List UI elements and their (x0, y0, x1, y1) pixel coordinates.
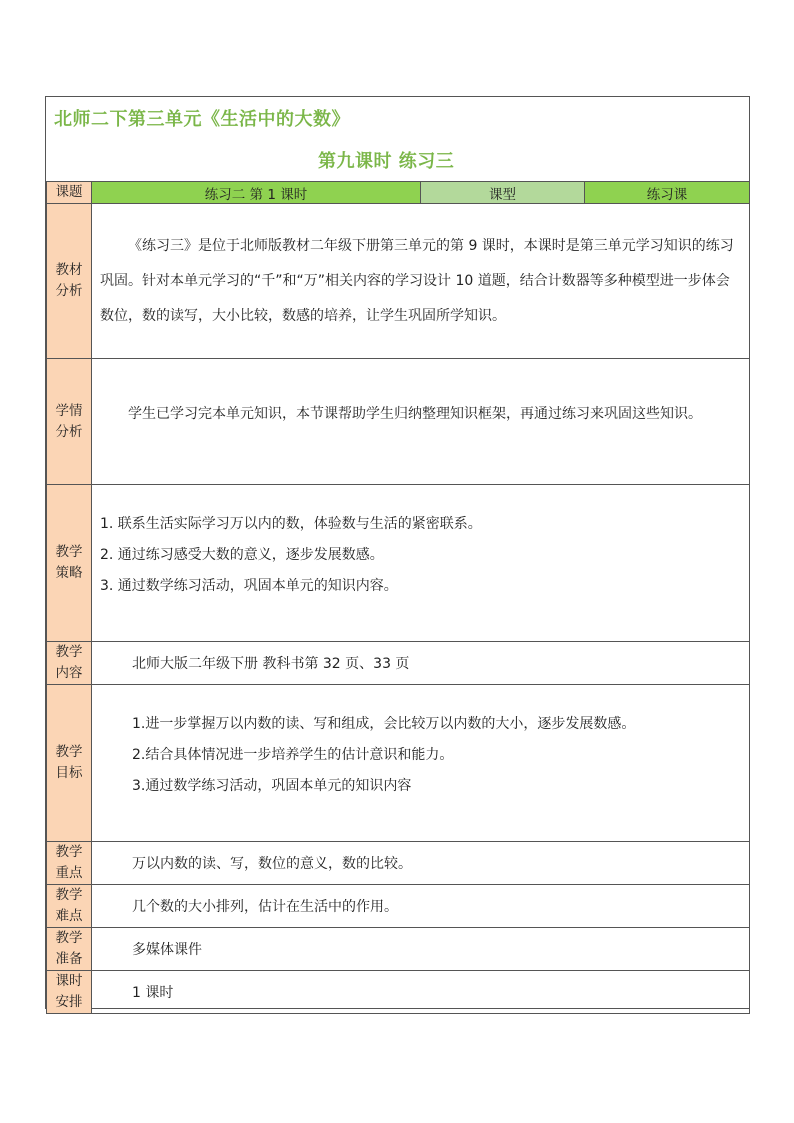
preparation-row (47, 928, 750, 971)
preparation-text: 多媒体课件 (132, 942, 202, 958)
content-text: 北师大版二年级下册 教科书第 32 页、33 页 (132, 656, 410, 672)
topic-value: 练习二 第 1 课时 (92, 182, 421, 204)
goal-item: 1.进一步掌握万以内数的读、写和组成，会比较万以内数的大小，逐步发展数感。 (132, 715, 636, 732)
preparation-label: 教学 准备 (47, 928, 92, 971)
goals-row (47, 685, 750, 842)
textbook-analysis-cell (92, 204, 750, 359)
student-analysis-label: 学情 分析 (47, 359, 92, 485)
goals-label: 教学 目标 (47, 685, 92, 842)
strategy-item: 3. 通过数学练习活动，巩固本单元的知识内容。 (100, 577, 398, 594)
textbook-analysis-row (47, 204, 750, 359)
key-points-cell (92, 842, 750, 885)
type-label: 课型 (421, 182, 585, 204)
schedule-label: 课时 安排 (47, 971, 92, 1014)
unit-title: 北师二下第三单元《生活中的大数》 (54, 109, 350, 130)
schedule-text: 1 课时 (132, 985, 174, 1001)
difficulties-row (47, 885, 750, 928)
strategy-item: 1. 联系生活实际学习万以内的数，体验数与生活的紧密联系。 (100, 515, 482, 532)
key-points-row (47, 842, 750, 885)
student-analysis-row (47, 359, 750, 485)
student-analysis-text: 学生已学习完本单元知识，本节课帮助学生归纳整理知识框架，再通过练习来巩固这些知识。 (128, 406, 702, 422)
topic-row (47, 182, 750, 204)
student-analysis-cell (92, 359, 750, 485)
preparation-cell (92, 928, 750, 971)
strategy-cell (92, 485, 750, 642)
content-cell (92, 642, 750, 685)
key-points-label: 教学 重点 (47, 842, 92, 885)
difficulties-text: 几个数的大小排列，估计在生活中的作用。 (132, 899, 398, 915)
goal-item: 3.通过数学练习活动，巩固本单元的知识内容 (132, 777, 412, 794)
title-block (46, 97, 749, 181)
goals-cell (92, 685, 750, 842)
textbook-analysis-text: 《练习三》是位于北师版教材二年级下册第三单元的第 9 课时，本课时是第三单元学习知识的练习巩固。针对本单元学习的“千”和“万”相关内容的学习设计 10 道题，结合计数器等多种模型进一步体会数位，数的读写，大小比较，数感的培养，让学生巩固所学知识。 (100, 237, 734, 324)
lesson-plan-table (46, 181, 750, 1014)
difficulties-label: 教学 难点 (47, 885, 92, 928)
type-value: 练习课 (585, 182, 750, 204)
topic-label: 课题 (47, 182, 92, 204)
difficulties-cell (92, 885, 750, 928)
strategy-item: 2. 通过练习感受大数的意义，逐步发展数感。 (100, 546, 384, 563)
strategy-row (47, 485, 750, 642)
key-points-text: 万以内数的读、写，数位的意义，数的比较。 (132, 856, 412, 872)
content-row (47, 642, 750, 685)
textbook-analysis-label: 教材 分析 (47, 204, 92, 359)
schedule-cell (92, 971, 750, 1014)
strategy-label: 教学 策略 (47, 485, 92, 642)
lesson-title: 第九课时 练习三 (318, 151, 455, 172)
content-label: 教学 内容 (47, 642, 92, 685)
lesson-plan-sheet (45, 96, 750, 1009)
schedule-row (47, 971, 750, 1014)
goal-item: 2.结合具体情况进一步培养学生的估计意识和能力。 (132, 746, 454, 763)
